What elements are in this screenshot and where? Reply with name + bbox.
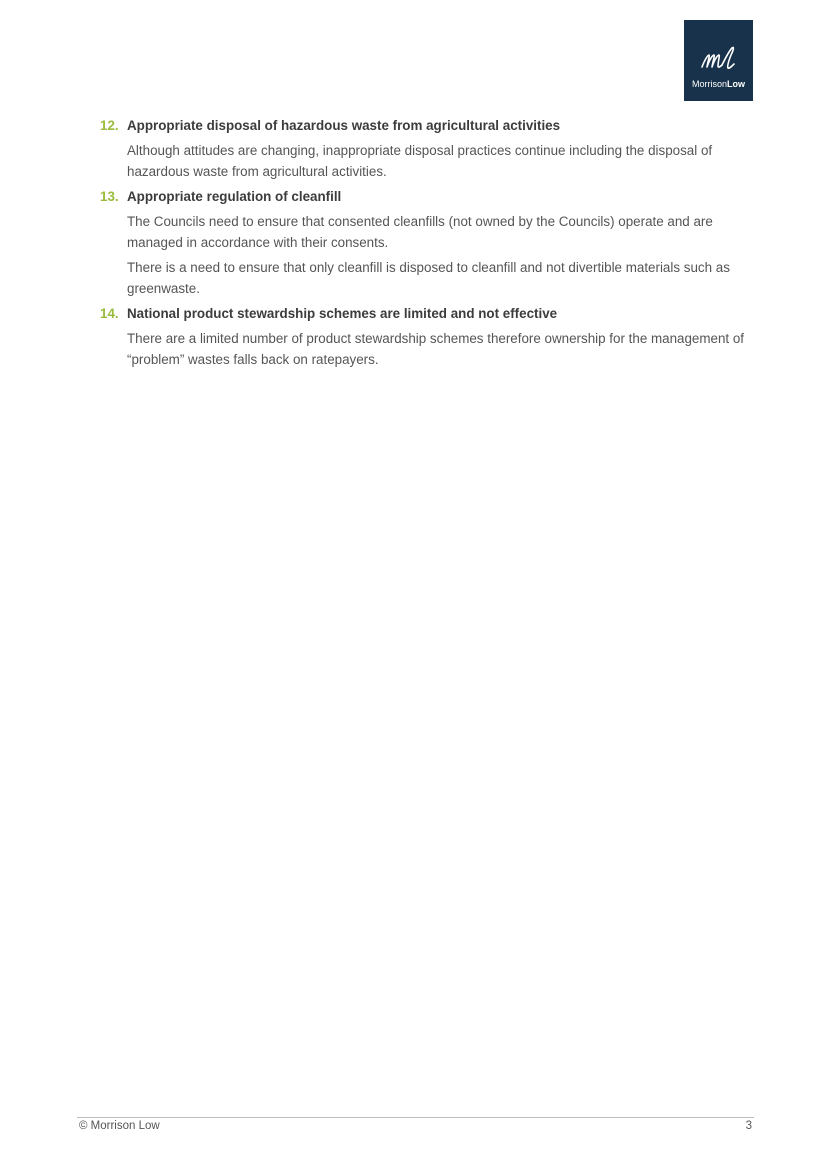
item-title: Appropriate disposal of hazardous waste from agricultural activities: [127, 118, 561, 133]
logo-text-bold: Low: [727, 79, 745, 89]
logo-text-regular: Morrison: [691, 79, 727, 89]
item-paragraph: There is a need to ensure that only cleanfill is disposed to cleanfill and not divertible materials such as greenwaste.: [127, 260, 730, 296]
item-title: Appropriate regulation of cleanfill: [127, 189, 342, 204]
item-heading: [100, 116, 750, 136]
item-title: National product stewardship schemes are limited and not effective: [127, 306, 558, 321]
morrison-low-logo: [684, 20, 753, 101]
item-paragraph: There are a limited number of product stewardship schemes therefore ownership for the management of “problem” wastes falls back on ratepayers.: [127, 331, 745, 367]
footer-divider: [77, 1117, 754, 1118]
footer-page-number: 3: [745, 1120, 752, 1132]
item-heading: [100, 304, 750, 324]
ml-monogram-icon: [700, 45, 738, 73]
logo-wordmark: [692, 79, 745, 89]
item-number: 14.: [100, 306, 119, 321]
list-item: [100, 116, 750, 182]
issues-list: [100, 116, 750, 375]
item-paragraph: The Councils need to ensure that consented cleanfills (not owned by the Councils) operate and are managed in accordance with their consents.: [127, 214, 713, 250]
list-item: [100, 187, 750, 299]
item-heading: [100, 187, 750, 207]
item-number: 13.: [100, 189, 119, 204]
footer-copyright: © Morrison Low: [79, 1120, 160, 1132]
list-item: [100, 304, 750, 370]
item-number: 12.: [100, 118, 119, 133]
item-paragraph: Although attitudes are changing, inappropriate disposal practices continue including the disposal of hazardous waste from agricultural activities.: [127, 143, 713, 179]
